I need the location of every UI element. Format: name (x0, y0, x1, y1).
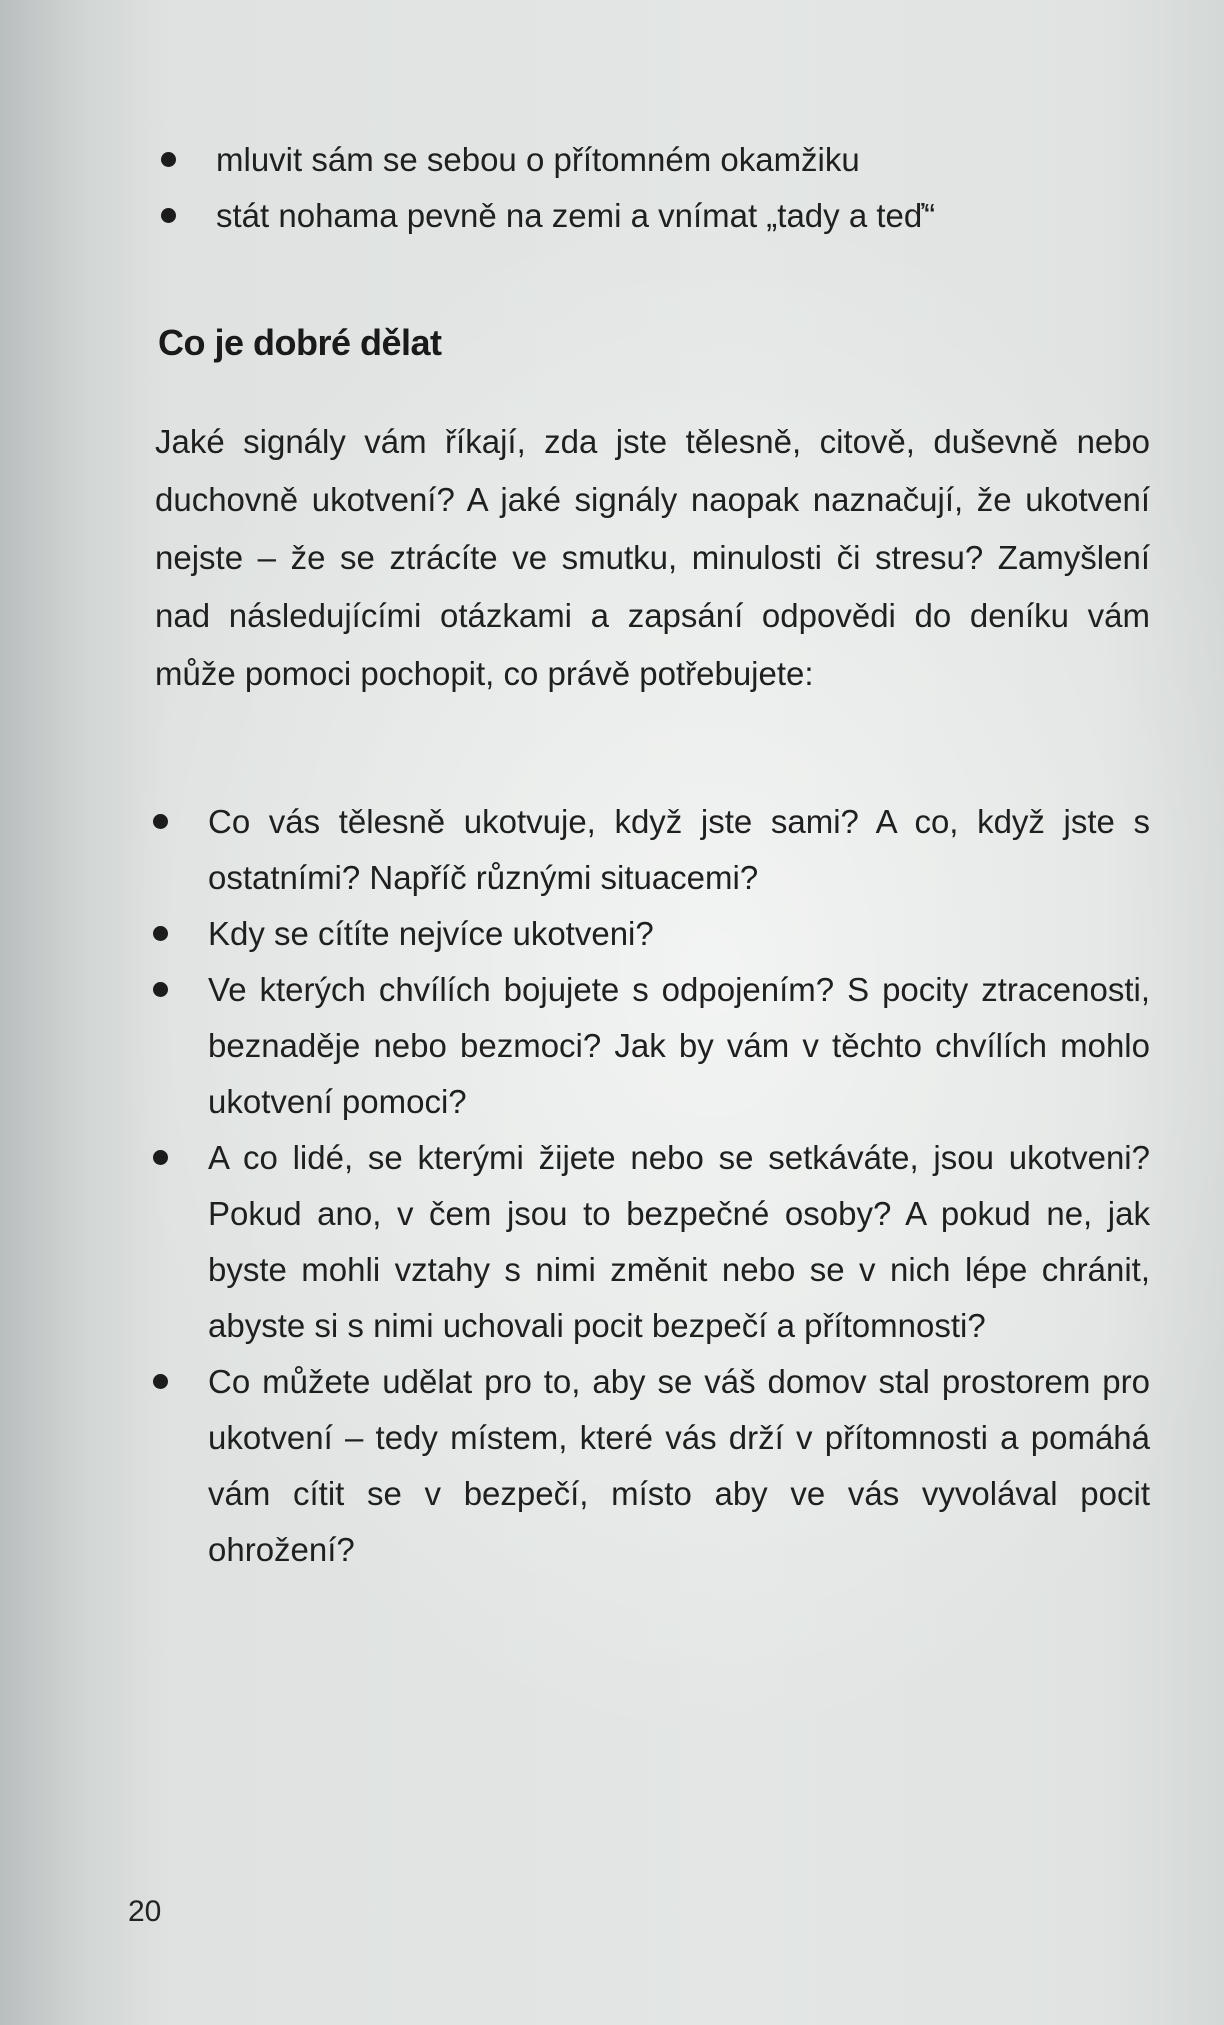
list-item-text: stát nohama pevně na zemi a vnímat „tady a teď“ (216, 197, 936, 234)
question-text: Co vás tělesně ukotvuje, když jste sami? A co, když jste s ostatními? Napříč různými situacemi? (208, 803, 1150, 896)
page-number: 20 (128, 1895, 162, 1928)
bullet-icon (153, 1150, 168, 1165)
list-item-text: mluvit sám se sebou o přítomném okamžiku (216, 141, 860, 178)
list-item (158, 132, 1118, 188)
question-list (150, 794, 1150, 1578)
list-item (150, 962, 1150, 1130)
question-text: Ve kterých chvílích bojujete s odpojením? S pocity ztracenosti, beznaděje nebo bezmoci? Jak by vám v těchto chvílích mohlo ukotvení pomoci? (208, 971, 1150, 1120)
section-heading: Co je dobré dělat (158, 322, 442, 363)
bullet-icon (153, 1374, 168, 1389)
list-item (150, 1130, 1150, 1354)
list-item (158, 188, 1118, 244)
question-text: A co lidé, se kterými žijete nebo se setkáváte, jsou ukotveni? Pokud ano, v čem jsou to bezpečné osoby? A pokud ne, jak byste mohli vztahy s nimi změnit nebo se v nich lépe chránit, abyste si s nimi uchovali pocit bezpečí a přítomnosti? (208, 1139, 1150, 1344)
top-bullet-list (158, 132, 1118, 244)
list-item (150, 794, 1150, 906)
question-text: Co můžete udělat pro to, aby se váš domov stal prostorem pro ukotvení – tedy místem, které vás drží v přítomnosti a pomáhá vám cítit se v bezpečí, místo aby ve vás vyvolával pocit ohrožení? (208, 1363, 1150, 1568)
bullet-icon (153, 926, 168, 941)
bullet-icon (153, 814, 168, 829)
intro-paragraph: Jaké signály vám říkají, zda jste tělesně, citově, duševně nebo duchovně ukotvení? A jaké signály naopak naznačují, že ukotvení nejste – že se ztrácíte ve smutku, minulosti či stresu? Zamyšlení nad následujícími otázkami a zapsání odpovědi do deníku vám může pomoci pochopit, co právě potřebujete: (155, 423, 1150, 692)
bullet-icon (161, 208, 176, 223)
bullet-icon (161, 152, 176, 167)
list-item (150, 1354, 1150, 1578)
list-item (150, 906, 1150, 962)
bullet-icon (153, 982, 168, 997)
question-text: Kdy se cítíte nejvíce ukotveni? (208, 915, 654, 952)
